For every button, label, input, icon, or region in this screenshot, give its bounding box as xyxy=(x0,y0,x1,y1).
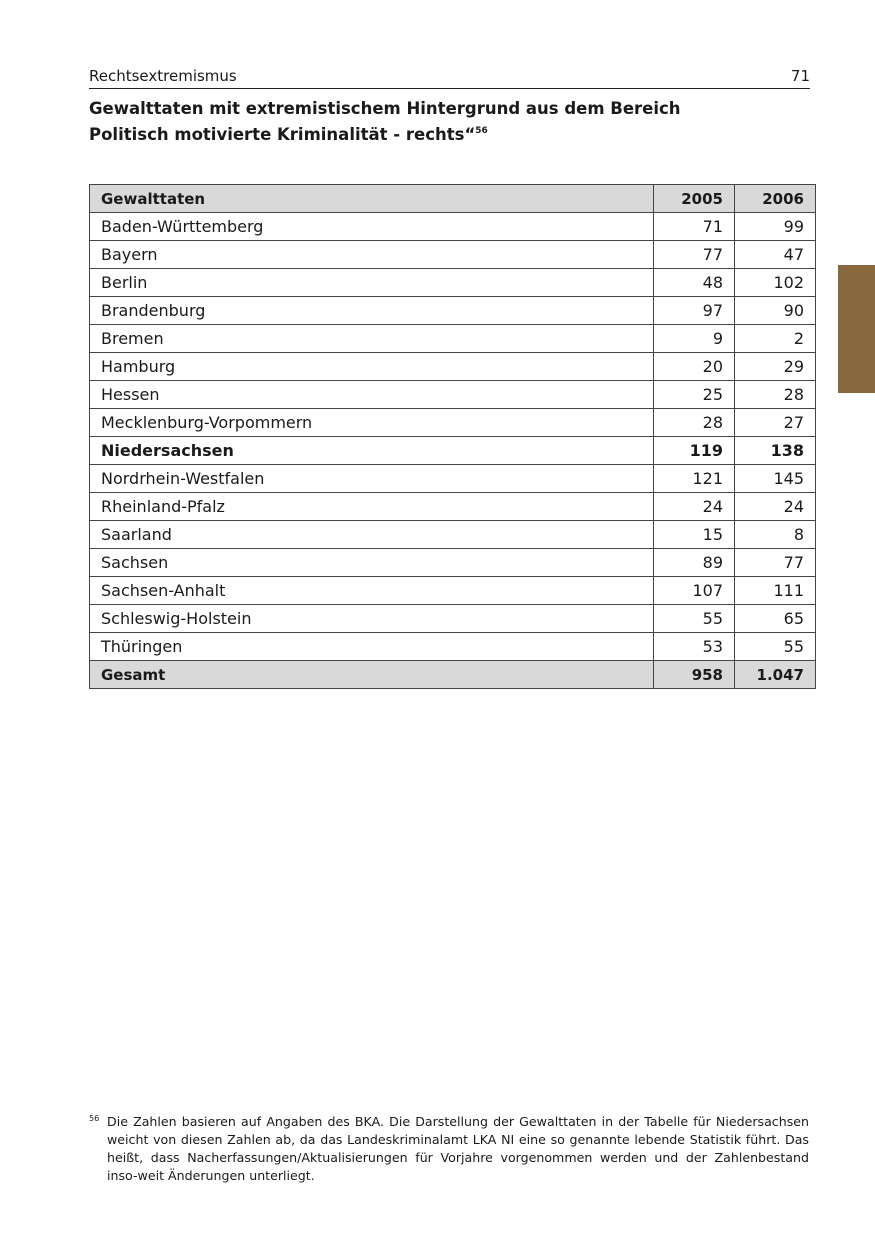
row-value-2005: 55 xyxy=(654,605,735,633)
row-value-2006: 27 xyxy=(735,409,816,437)
running-header xyxy=(89,66,810,89)
row-value-2006: 111 xyxy=(735,577,816,605)
row-value-2006: 29 xyxy=(735,353,816,381)
row-value-2005: 97 xyxy=(654,297,735,325)
row-value-2005: 121 xyxy=(654,465,735,493)
row-label: Rheinland-Pfalz xyxy=(90,493,654,521)
table-row xyxy=(90,605,816,633)
chapter-tab-marker xyxy=(838,265,875,393)
table-row xyxy=(90,213,816,241)
table-row xyxy=(90,577,816,605)
footnote-reference: 56 xyxy=(475,126,488,136)
row-value-2006: 77 xyxy=(735,549,816,577)
row-value-2006: 55 xyxy=(735,633,816,661)
row-value-2005: 71 xyxy=(654,213,735,241)
table-header-row xyxy=(90,185,816,213)
row-value-2006: 102 xyxy=(735,269,816,297)
table-row xyxy=(90,521,816,549)
row-label: Schleswig-Holstein xyxy=(90,605,654,633)
row-value-2006: 99 xyxy=(735,213,816,241)
table-row xyxy=(90,325,816,353)
row-label: Baden-Württemberg xyxy=(90,213,654,241)
row-value-2005: 53 xyxy=(654,633,735,661)
title-line-2: Politisch motivierte Kriminalität - rechts“ xyxy=(89,125,476,144)
total-2006: 1.047 xyxy=(735,661,816,689)
row-value-2005: 107 xyxy=(654,577,735,605)
row-label: Nordrhein-Westfalen xyxy=(90,465,654,493)
row-value-2006: 28 xyxy=(735,381,816,409)
table-row xyxy=(90,269,816,297)
table-row xyxy=(90,493,816,521)
row-value-2005: 89 xyxy=(654,549,735,577)
column-header-2005: 2005 xyxy=(654,185,735,213)
footnote-number: 56 xyxy=(89,1114,100,1123)
row-label: Bayern xyxy=(90,241,654,269)
page-number: 71 xyxy=(790,67,810,85)
table-row xyxy=(90,241,816,269)
footnote xyxy=(89,1113,809,1185)
section-title: Rechtsextremismus xyxy=(89,67,237,85)
row-value-2006: 8 xyxy=(735,521,816,549)
row-value-2005: 77 xyxy=(654,241,735,269)
total-label: Gesamt xyxy=(90,661,654,689)
row-label: Saarland xyxy=(90,521,654,549)
row-label: Bremen xyxy=(90,325,654,353)
table-row xyxy=(90,409,816,437)
column-header-category: Gewalttaten xyxy=(90,185,654,213)
row-value-2006: 24 xyxy=(735,493,816,521)
footnote-text: Die Zahlen basieren auf Angaben des BKA. Die Darstellung der Gewalttaten in der Tabelle für Niedersachsen weicht von diesen Zahlen ab, da das Landeskriminalamt LKA NI eine so genannte lebende Statistik führt. Das heißt, dass Nacherfassungen/Aktualisierungen für Vorjahre vorgenommen werden und der Zahlenbestand inso-weit Änderungen unterliegt. xyxy=(107,1114,809,1183)
row-label: Berlin xyxy=(90,269,654,297)
row-label: Sachsen xyxy=(90,549,654,577)
row-value-2005: 48 xyxy=(654,269,735,297)
table-row xyxy=(90,465,816,493)
table-row xyxy=(90,297,816,325)
table-row xyxy=(90,381,816,409)
row-value-2005: 20 xyxy=(654,353,735,381)
row-value-2006: 65 xyxy=(735,605,816,633)
table-row xyxy=(90,353,816,381)
title-line-1: Gewalttaten mit extremistischem Hintergrund aus dem Bereich xyxy=(89,99,681,118)
row-label: Mecklenburg-Vorpommern xyxy=(90,409,654,437)
statistics-table xyxy=(89,184,816,689)
row-value-2005: 28 xyxy=(654,409,735,437)
table-row xyxy=(90,437,816,465)
table-total-row xyxy=(90,661,816,689)
column-header-2006: 2006 xyxy=(735,185,816,213)
row-value-2006: 47 xyxy=(735,241,816,269)
row-label: Hessen xyxy=(90,381,654,409)
row-label: Brandenburg xyxy=(90,297,654,325)
row-value-2006: 2 xyxy=(735,325,816,353)
total-2005: 958 xyxy=(654,661,735,689)
row-value-2005: 25 xyxy=(654,381,735,409)
row-label: Hamburg xyxy=(90,353,654,381)
page-title xyxy=(89,97,789,146)
row-value-2005: 119 xyxy=(654,437,735,465)
table-body xyxy=(90,213,816,661)
row-value-2005: 15 xyxy=(654,521,735,549)
row-label: Sachsen-Anhalt xyxy=(90,577,654,605)
row-value-2006: 138 xyxy=(735,437,816,465)
row-value-2006: 90 xyxy=(735,297,816,325)
row-label: Niedersachsen xyxy=(90,437,654,465)
row-label: Thüringen xyxy=(90,633,654,661)
row-value-2005: 9 xyxy=(654,325,735,353)
table-row xyxy=(90,549,816,577)
row-value-2005: 24 xyxy=(654,493,735,521)
row-value-2006: 145 xyxy=(735,465,816,493)
table-row xyxy=(90,633,816,661)
